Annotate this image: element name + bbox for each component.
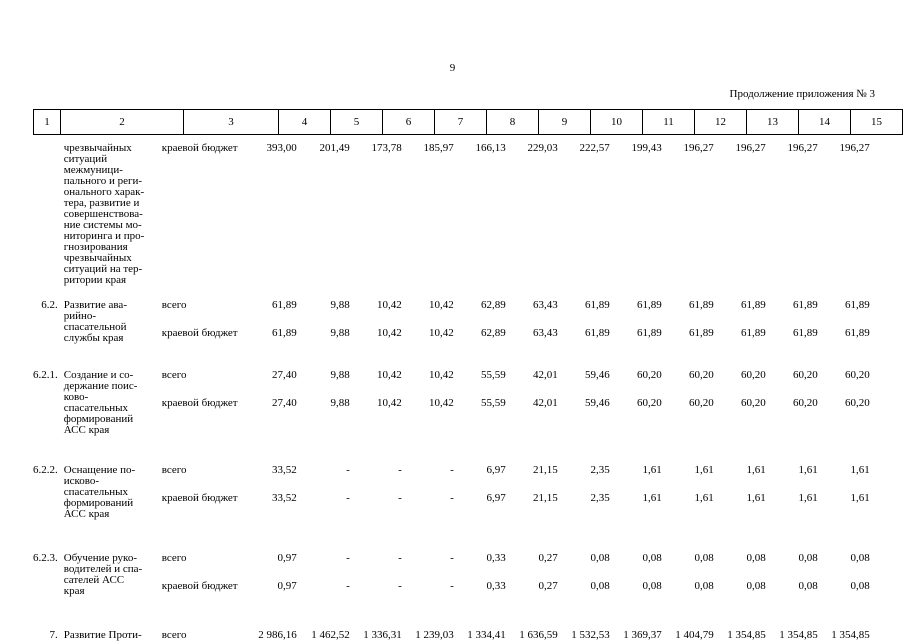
funding-source: всего [161, 369, 187, 381]
funding-source: краевой бюджет [161, 142, 238, 154]
value-cell: 6,97 [486, 492, 506, 504]
value-cell: 0,08 [590, 580, 610, 592]
continuation-label: Продолжение приложения № 3 [729, 88, 875, 100]
header-cell: 12 [695, 110, 747, 135]
funding-source: всего [161, 552, 187, 564]
group-spacer [33, 616, 874, 630]
value-cell: 60,20 [793, 397, 818, 409]
value-cell: 61,89 [585, 327, 610, 339]
value-cell: 229,03 [527, 142, 558, 154]
value-cell: 10,42 [377, 397, 402, 409]
column-header-table [33, 109, 903, 135]
funding-source: краевой бюджет [161, 397, 238, 409]
value-cell: 0,08 [850, 580, 870, 592]
value-cell: 196,27 [683, 142, 714, 154]
value-cell: 166,13 [475, 142, 506, 154]
value-cell: 1,61 [798, 464, 818, 476]
value-cell: 61,89 [741, 299, 766, 311]
value-cell: 55,59 [481, 369, 506, 381]
value-cell: 27,40 [272, 369, 297, 381]
value-cell: 0,08 [642, 580, 662, 592]
table-row [33, 143, 874, 286]
row-number: 6.2.3. [33, 552, 58, 564]
value-cell: 196,27 [787, 142, 818, 154]
header-row [34, 110, 903, 135]
value-cell: 60,20 [637, 369, 662, 381]
value-cell: - [398, 492, 402, 504]
group-spacer [33, 286, 874, 300]
value-cell: - [450, 492, 454, 504]
value-cell: 393,00 [266, 142, 297, 154]
value-cell: 0,27 [538, 552, 558, 564]
row-number: 6.2. [41, 299, 58, 311]
value-cell: 61,89 [793, 299, 818, 311]
header-cell: 11 [643, 110, 695, 135]
table-row [33, 398, 874, 451]
value-cell: 1 354,85 [727, 629, 766, 641]
table-row [33, 300, 874, 328]
funding-source: всего [161, 464, 187, 476]
measure-name-cell [62, 300, 160, 356]
header-cell: 14 [799, 110, 851, 135]
value-cell: - [450, 464, 454, 476]
value-cell: 61,89 [272, 327, 297, 339]
table-row [33, 581, 874, 616]
value-cell: - [450, 580, 454, 592]
value-cell: 10,42 [429, 327, 454, 339]
value-cell: 33,52 [272, 464, 297, 476]
value-cell: 1 532,53 [571, 629, 610, 641]
value-cell: 42,01 [533, 369, 558, 381]
value-cell: 61,89 [845, 327, 870, 339]
value-cell: 0,08 [746, 580, 766, 592]
value-cell: 185,97 [423, 142, 454, 154]
value-cell: 0,33 [486, 580, 506, 592]
table-row [33, 465, 874, 493]
value-cell: 9,88 [330, 369, 350, 381]
value-cell: 173,78 [371, 142, 402, 154]
value-cell: 42,01 [533, 397, 558, 409]
table-row [33, 328, 874, 356]
value-cell: 1,61 [850, 464, 870, 476]
value-cell: 10,42 [377, 369, 402, 381]
value-cell: 61,89 [689, 327, 714, 339]
value-cell: 1 239,03 [415, 629, 454, 641]
spacer-cell [33, 539, 874, 553]
row-number: 7. [49, 629, 58, 641]
value-cell: 6,97 [486, 464, 506, 476]
value-cell: 10,42 [377, 327, 402, 339]
value-cell: 1 334,41 [467, 629, 506, 641]
value-cell: 60,20 [637, 397, 662, 409]
value-cell: - [398, 580, 402, 592]
value-cell: 1,61 [642, 492, 662, 504]
value-cell: 33,52 [272, 492, 297, 504]
value-cell: 1,61 [746, 492, 766, 504]
value-cell: 59,46 [585, 397, 610, 409]
value-cell: 1 404,79 [675, 629, 714, 641]
header-cell: 9 [539, 110, 591, 135]
value-cell: 1,61 [694, 492, 714, 504]
value-cell: - [398, 464, 402, 476]
value-cell: 0,27 [538, 580, 558, 592]
value-cell: 2,35 [590, 464, 610, 476]
value-cell: 60,20 [689, 369, 714, 381]
value-cell: 0,08 [850, 552, 870, 564]
value-cell: 61,89 [689, 299, 714, 311]
row-number: 6.2.2. [33, 464, 58, 476]
value-cell: 2 986,16 [258, 629, 297, 641]
value-cell: 9,88 [330, 299, 350, 311]
value-cell: 196,27 [839, 142, 870, 154]
measure-name: Обучение руко- водителей и спа- сателей АСС края [63, 552, 143, 597]
header-cell: 1 [34, 110, 61, 135]
value-cell: 61,89 [741, 327, 766, 339]
table-row [33, 493, 874, 539]
value-cell: 0,08 [746, 552, 766, 564]
value-cell: 1 462,52 [311, 629, 350, 641]
value-cell: 1 336,31 [363, 629, 402, 641]
value-cell: 55,59 [481, 397, 506, 409]
value-cell: 63,43 [533, 327, 558, 339]
header-cell: 6 [383, 110, 435, 135]
measure-name-cell [62, 630, 160, 644]
value-cell: - [346, 552, 350, 564]
value-cell: 0,08 [798, 552, 818, 564]
measure-name-cell [62, 465, 160, 539]
value-cell: 9,88 [330, 397, 350, 409]
spacer-cell [33, 616, 874, 630]
value-cell: 2,35 [590, 492, 610, 504]
value-cell: 62,89 [481, 327, 506, 339]
value-cell: 61,89 [845, 299, 870, 311]
value-cell: 1 369,37 [623, 629, 662, 641]
value-cell: 0,97 [277, 580, 297, 592]
value-cell: 10,42 [377, 299, 402, 311]
value-cell: 1,61 [798, 492, 818, 504]
value-cell: 0,33 [486, 552, 506, 564]
value-cell: 61,89 [637, 299, 662, 311]
value-cell: 63,43 [533, 299, 558, 311]
value-cell: 60,20 [741, 369, 766, 381]
value-cell: 21,15 [533, 464, 558, 476]
group-spacer [33, 451, 874, 465]
value-cell: 222,57 [579, 142, 610, 154]
funding-source: краевой бюджет [161, 492, 238, 504]
measure-name-cell [62, 553, 160, 616]
value-cell: 59,46 [585, 369, 610, 381]
funding-source: краевой бюджет [161, 327, 238, 339]
value-cell: 199,43 [631, 142, 662, 154]
value-cell: 9,88 [330, 327, 350, 339]
value-cell: 61,89 [272, 299, 297, 311]
value-cell: 21,15 [533, 492, 558, 504]
table-row [33, 553, 874, 581]
value-cell: 10,42 [429, 397, 454, 409]
value-cell: 60,20 [793, 369, 818, 381]
value-cell: 0,08 [798, 580, 818, 592]
header-cell: 13 [747, 110, 799, 135]
value-cell: - [450, 552, 454, 564]
value-cell: 60,20 [845, 397, 870, 409]
value-cell: - [398, 552, 402, 564]
value-cell: 0,08 [694, 552, 714, 564]
header-cell: 15 [851, 110, 903, 135]
header-cell: 10 [591, 110, 643, 135]
spacer-cell [33, 286, 874, 300]
value-cell: - [346, 464, 350, 476]
measure-name-cell [62, 143, 160, 286]
value-cell: 62,89 [481, 299, 506, 311]
value-cell: 61,89 [793, 327, 818, 339]
value-cell: 1,61 [850, 492, 870, 504]
value-cell: 27,40 [272, 397, 297, 409]
row-number: 6.2.1. [33, 369, 58, 381]
measure-name: Развитие ава- рийно- спасательной службы края [63, 299, 127, 344]
header-cell: 4 [279, 110, 331, 135]
header-cell: 8 [487, 110, 539, 135]
value-cell: 10,42 [429, 299, 454, 311]
measure-name: чрезвычайных ситуаций межмуници- пального и реги- онального харак- тера, развитие и совершенствова- ние системы мо- ниторинга и про- гнозирования чрезвычайных ситуаций на тер- ритории края [63, 142, 145, 286]
row-number [33, 143, 62, 286]
value-cell: 0,08 [694, 580, 714, 592]
value-cell: 1,61 [746, 464, 766, 476]
header-cell: 5 [331, 110, 383, 135]
value-cell: 61,89 [585, 299, 610, 311]
value-cell: 60,20 [741, 397, 766, 409]
spacer-cell [33, 356, 874, 370]
value-cell: 1,61 [694, 464, 714, 476]
page-number: 9 [449, 62, 456, 74]
value-cell: 60,20 [845, 369, 870, 381]
value-cell: - [346, 580, 350, 592]
header-cell: 3 [184, 110, 279, 135]
group-spacer [33, 539, 874, 553]
value-cell: - [346, 492, 350, 504]
funding-source: краевой бюджет [161, 580, 238, 592]
group-spacer [33, 356, 874, 370]
header-cell: 7 [435, 110, 487, 135]
value-cell: 196,27 [735, 142, 766, 154]
value-cell: 1 636,59 [519, 629, 558, 641]
value-cell: 10,42 [429, 369, 454, 381]
measure-name-cell [62, 370, 160, 451]
value-cell: 60,20 [689, 397, 714, 409]
funding-source: всего [161, 629, 187, 641]
spacer-cell [33, 451, 874, 465]
value-cell: 0,97 [277, 552, 297, 564]
value-cell: 1 354,85 [831, 629, 870, 641]
value-cell: 201,49 [319, 142, 350, 154]
header-cell: 2 [61, 110, 184, 135]
measure-name: Оснащение по- исково- спасательных формирований АСС края [63, 464, 136, 520]
table-row [33, 630, 874, 644]
budget-table [33, 143, 874, 644]
value-cell: 1,61 [642, 464, 662, 476]
funding-source: всего [161, 299, 187, 311]
value-cell: 1 354,85 [779, 629, 818, 641]
value-cell: 61,89 [637, 327, 662, 339]
value-cell: 0,08 [590, 552, 610, 564]
table-row [33, 370, 874, 398]
value-cell: 0,08 [642, 552, 662, 564]
measure-name: Развитие Проти- [63, 629, 142, 641]
measure-name: Создание и со- держание поис- ково- спасательных формирований АСС края [63, 369, 138, 436]
